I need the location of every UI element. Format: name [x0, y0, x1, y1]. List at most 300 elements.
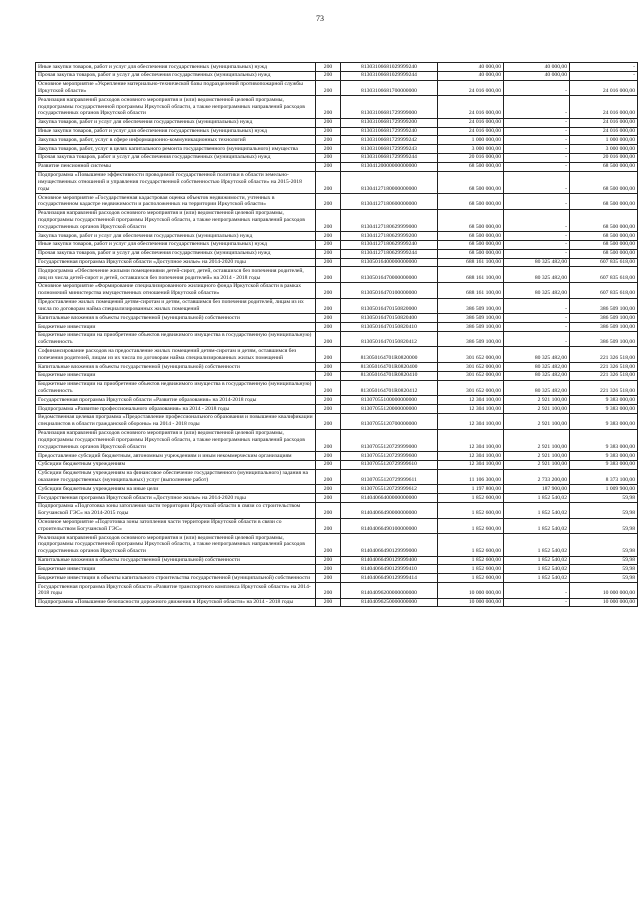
table-row — [36, 153, 638, 162]
row-name-cell: Субсидии бюджетным учреждениям на финансовое обеспечение государственного (муниципального) задания на оказание государственных (муниципальных) услуг (выполнение работ) — [36, 469, 316, 485]
row-code-cell: 200 — [316, 583, 341, 599]
row-amount-second-cell: 1 852 540,02 — [504, 534, 570, 556]
row-amount-total-cell: 24 016 000,00 — [438, 127, 504, 136]
row-name-cell: Основное мероприятие «Государственная кадастровая оценка объектов недвижимости, учтенных в государственном кадастре недвижимости и расположенных на территории Иркутской области» — [36, 194, 316, 210]
row-kcsr-cell: 81404066490129999410 — [341, 565, 438, 574]
row-name-cell: Прочая закупка товаров, работ и услуг для обеспечения государственных (муниципальных) нужд — [36, 249, 316, 258]
row-name-cell: Предоставление жилых помещений детям-сиротам и детям, оставшимся без попечения родителей, лицам из их числа по договорам найма специализированных жилых помещений — [36, 298, 316, 314]
row-code-cell: 200 — [316, 534, 341, 556]
row-amount-third-cell: 9 383 000,00 — [570, 460, 638, 469]
row-name-cell: Подпрограмма «Обеспечение жилыми помещениями детей-сирот, детей, оставшихся без попечения родителей, лиц из числа детей-сирот и детей, оставшихся без попечения родителей» на 2014 - 2018 годы — [36, 267, 316, 283]
row-name-cell: Реализация направлений расходов основного мероприятия и (или) ведомственной целевой программы, подпрограммы государственной программы Иркутской области, а также непрограммных направлений расходов государственных органов Иркутской области — [36, 209, 316, 231]
row-amount-second-cell: 1 852 540,02 — [504, 574, 570, 583]
table-row — [36, 485, 638, 494]
row-amount-second-cell: 2 921 100,00 — [504, 413, 570, 429]
row-amount-third-cell: 1 009 900,00 — [570, 485, 638, 494]
row-amount-total-cell: 20 016 000,00 — [438, 153, 504, 162]
row-name-cell: Бюджетные инвестиции — [36, 323, 316, 332]
row-code-cell: 200 — [316, 347, 341, 363]
row-amount-third-cell: 59,98 — [570, 518, 638, 534]
row-kcsr-cell: 81307055120729999600 — [341, 452, 438, 461]
row-kcsr-cell: 81303106681729999244 — [341, 153, 438, 162]
row-amount-total-cell: 386 509 100,00 — [438, 298, 504, 314]
row-amount-third-cell: 24 016 000,00 — [570, 127, 638, 136]
row-code-cell: 200 — [316, 71, 341, 80]
row-name-cell: Реализация направлений расходов основного мероприятия и (или) ведомственной целевой программы, подпрограммы государственной программы Иркутской области, а также непрограммных направлений расходов государственных органов Иркутской области — [36, 429, 316, 451]
table-row — [36, 194, 638, 210]
row-amount-total-cell: 68 500 000,00 — [438, 194, 504, 210]
row-name-cell: Капитальные вложения в объекты государственной (муниципальной) собственности — [36, 556, 316, 565]
table-row — [36, 405, 638, 414]
row-name-cell: Предоставление субсидий бюджетным, автономным учреждениям и иным некоммерческим организациям — [36, 452, 316, 461]
table-row — [36, 249, 638, 258]
row-amount-second-cell: - — [504, 153, 570, 162]
row-amount-second-cell: - — [504, 96, 570, 118]
row-amount-third-cell: 221 326 518,00 — [570, 380, 638, 396]
row-amount-third-cell: 607 835 618,00 — [570, 282, 638, 298]
row-name-cell: Закупка товаров, работ, услуг в сфере информационно-коммуникационных технологий — [36, 136, 316, 145]
row-amount-third-cell: - — [570, 63, 638, 72]
row-amount-second-cell: - — [504, 136, 570, 145]
row-amount-third-cell: 68 500 000,00 — [570, 240, 638, 249]
row-code-cell: 200 — [316, 153, 341, 162]
row-code-cell: 200 — [316, 485, 341, 494]
table-row — [36, 258, 638, 267]
row-amount-total-cell: 1 852 600,00 — [438, 574, 504, 583]
table-row — [36, 502, 638, 518]
row-name-cell: Иные закупки товаров, работ и услуг для обеспечения государственных (муниципальных) нужд — [36, 63, 316, 72]
row-name-cell: Бюджетные инвестиции в объекты капитального строительства государственной (муниципальной) собственности — [36, 574, 316, 583]
row-amount-second-cell: 2 921 100,00 — [504, 396, 570, 405]
row-kcsr-cell: 81304127180629999240 — [341, 240, 438, 249]
row-name-cell: Подпрограмма «Повышение эффективности проводимой государственной политики в области земельно-имущественных отношений и управления государственной собственностью Иркутской области» на 2015-2018 годы — [36, 171, 316, 193]
row-amount-total-cell: 301 652 000,00 — [438, 363, 504, 372]
row-kcsr-cell: 81404096250000000000 — [341, 598, 438, 607]
row-amount-second-cell: - — [504, 598, 570, 607]
row-name-cell: Государственная программа Иркутской области «Развитие образования» на 2014-2018 годы — [36, 396, 316, 405]
row-amount-third-cell: 68 500 000,00 — [570, 209, 638, 231]
row-name-cell: Подпрограмма «Развитие профессионального образования» на 2014 - 2018 годы — [36, 405, 316, 414]
table-row — [36, 240, 638, 249]
row-amount-second-cell: - — [504, 298, 570, 314]
row-code-cell: 200 — [316, 298, 341, 314]
row-kcsr-cell: 81404066490129999414 — [341, 574, 438, 583]
row-amount-second-cell: 80 325 482,00 — [504, 371, 570, 380]
table-row — [36, 556, 638, 565]
row-code-cell: 200 — [316, 249, 341, 258]
row-amount-second-cell: 2 921 100,00 — [504, 460, 570, 469]
row-amount-total-cell: 11 106 300,00 — [438, 469, 504, 485]
row-kcsr-cell: 81404066490000000000 — [341, 502, 438, 518]
row-amount-second-cell: 80 325 482,00 — [504, 363, 570, 372]
row-kcsr-cell: 81304127180629999000 — [341, 209, 438, 231]
row-kcsr-cell: 81305016470000000000 — [341, 267, 438, 283]
row-kcsr-cell: 81304127180000000000 — [341, 171, 438, 193]
row-amount-second-cell: - — [504, 249, 570, 258]
row-amount-second-cell: 2 921 100,00 — [504, 452, 570, 461]
row-code-cell: 200 — [316, 429, 341, 451]
row-amount-total-cell: 386 509 100,00 — [438, 331, 504, 347]
row-amount-second-cell: - — [504, 240, 570, 249]
row-amount-second-cell: - — [504, 145, 570, 154]
row-code-cell: 200 — [316, 282, 341, 298]
row-amount-third-cell: 59,98 — [570, 574, 638, 583]
row-code-cell: 200 — [316, 323, 341, 332]
row-kcsr-cell: 81307055120000000000 — [341, 405, 438, 414]
row-amount-third-cell: 59,98 — [570, 494, 638, 503]
table-row — [36, 314, 638, 323]
table-row — [36, 583, 638, 599]
row-amount-second-cell: - — [504, 194, 570, 210]
row-amount-third-cell: 9 383 000,00 — [570, 396, 638, 405]
table-row — [36, 363, 638, 372]
row-amount-second-cell: 2 921 100,00 — [504, 405, 570, 414]
row-kcsr-cell: 81307055100000000000 — [341, 396, 438, 405]
row-amount-third-cell: - — [570, 71, 638, 80]
table-row — [36, 282, 638, 298]
table-row — [36, 209, 638, 231]
row-name-cell: Иные закупки товаров, работ и услуг для обеспечения государственных (муниципальных) нужд — [36, 240, 316, 249]
row-amount-third-cell: 1 000 000,00 — [570, 136, 638, 145]
row-code-cell: 200 — [316, 502, 341, 518]
row-code-cell: 200 — [316, 413, 341, 429]
row-name-cell: Подпрограмма «Подготовка зоны затопления части территории Иркутской области в связи со строительством Богучанской ГЭС» на 2014-2015 годы — [36, 502, 316, 518]
row-amount-third-cell: 68 500 000,00 — [570, 232, 638, 241]
row-kcsr-cell: 81307055120700000000 — [341, 413, 438, 429]
row-kcsr-cell: 81305016470150820400 — [341, 314, 438, 323]
row-kcsr-cell: 81303106681729999000 — [341, 96, 438, 118]
row-amount-second-cell: 80 325 482,00 — [504, 267, 570, 283]
row-code-cell: 200 — [316, 171, 341, 193]
row-amount-third-cell: 68 500 000,00 — [570, 194, 638, 210]
row-amount-third-cell: 10 000 000,00 — [570, 583, 638, 599]
row-name-cell: Бюджетные инвестиции — [36, 371, 316, 380]
table-row — [36, 331, 638, 347]
row-amount-second-cell: 187 900,00 — [504, 485, 570, 494]
row-amount-total-cell: 688 161 100,00 — [438, 282, 504, 298]
row-amount-third-cell: 59,98 — [570, 502, 638, 518]
table-row — [36, 371, 638, 380]
row-kcsr-cell: 813050164701R0820410 — [341, 371, 438, 380]
row-amount-total-cell: 386 509 100,00 — [438, 314, 504, 323]
row-amount-total-cell: 68 500 000,00 — [438, 171, 504, 193]
row-amount-total-cell: 68 500 000,00 — [438, 232, 504, 241]
row-amount-total-cell: 1 852 600,00 — [438, 502, 504, 518]
row-amount-total-cell: 40 000,00 — [438, 63, 504, 72]
row-name-cell: Прочая закупка товаров, работ и услуг для обеспечения государственных (муниципальных) нужд — [36, 71, 316, 80]
row-name-cell: Ведомственная целевая программа «Предоставление профессионального образования и повышение квалификации специалистов в области гражданской обороны» на 2014 - 2018 годы — [36, 413, 316, 429]
row-code-cell: 200 — [316, 518, 341, 534]
row-code-cell: 200 — [316, 258, 341, 267]
row-amount-total-cell: 40 000,00 — [438, 71, 504, 80]
row-name-cell: Основное мероприятие «Формирование специализированного жилищного фонда Иркутской области в рамках полномочий министерства имущественных отношений Иркутской области» — [36, 282, 316, 298]
row-kcsr-cell: 81305016400000000000 — [341, 258, 438, 267]
table-row — [36, 574, 638, 583]
row-name-cell: Иные закупки товаров, работ и услуг для обеспечения государственных (муниципальных) нужд — [36, 127, 316, 136]
table-row — [36, 396, 638, 405]
row-amount-second-cell: - — [504, 209, 570, 231]
row-amount-second-cell: - — [504, 331, 570, 347]
row-amount-second-cell: 40 000,00 — [504, 63, 570, 72]
row-code-cell: 200 — [316, 63, 341, 72]
table-row — [36, 71, 638, 80]
row-amount-total-cell: 68 500 000,00 — [438, 209, 504, 231]
budget-table-body — [36, 63, 638, 607]
row-name-cell: Закупка товаров, работ и услуг для обеспечения государственных (муниципальных) нужд — [36, 232, 316, 241]
row-amount-total-cell: 688 161 100,00 — [438, 267, 504, 283]
row-name-cell: Реализация направлений расходов основного мероприятия и (или) ведомственной целевой программы, подпрограммы государственной программы Иркутской области, а также непрограммных направлений расходов государственных органов Иркутской области — [36, 534, 316, 556]
row-code-cell: 200 — [316, 574, 341, 583]
row-amount-third-cell: 386 509 100,00 — [570, 314, 638, 323]
row-amount-third-cell: 59,98 — [570, 534, 638, 556]
row-amount-third-cell: 607 835 618,00 — [570, 267, 638, 283]
row-kcsr-cell: 81307055120729999610 — [341, 460, 438, 469]
row-amount-second-cell: - — [504, 583, 570, 599]
row-kcsr-cell: 81303106681029999240 — [341, 63, 438, 72]
row-kcsr-cell: 81303106681729999242 — [341, 136, 438, 145]
table-row — [36, 565, 638, 574]
row-amount-total-cell: 68 500 000,00 — [438, 162, 504, 171]
row-code-cell: 200 — [316, 136, 341, 145]
row-kcsr-cell: 81304127180629999200 — [341, 232, 438, 241]
row-amount-total-cell: 10 000 000,00 — [438, 598, 504, 607]
row-amount-second-cell: 1 852 540,02 — [504, 502, 570, 518]
row-amount-total-cell: 1 852 600,00 — [438, 534, 504, 556]
row-amount-second-cell: - — [504, 162, 570, 171]
table-row — [36, 118, 638, 127]
row-amount-third-cell: 607 835 618,00 — [570, 258, 638, 267]
row-code-cell: 200 — [316, 96, 341, 118]
row-kcsr-cell: 81404066490129999400 — [341, 556, 438, 565]
table-row — [36, 127, 638, 136]
row-name-cell: Развитие пенсионной системы — [36, 162, 316, 171]
row-name-cell: Подпрограмма «Повышение безопасности дорожного движения в Иркутской области» на 2014 - 2018 годы — [36, 598, 316, 607]
row-code-cell: 200 — [316, 405, 341, 414]
row-name-cell: Бюджетные инвестиции — [36, 565, 316, 574]
row-amount-second-cell: 2 733 200,00 — [504, 469, 570, 485]
table-row — [36, 380, 638, 396]
row-amount-second-cell: 1 852 540,02 — [504, 494, 570, 503]
row-amount-third-cell: 20 016 000,00 — [570, 153, 638, 162]
row-code-cell: 200 — [316, 194, 341, 210]
row-code-cell: 200 — [316, 380, 341, 396]
row-amount-total-cell: 1 852 600,00 — [438, 494, 504, 503]
row-code-cell: 200 — [316, 494, 341, 503]
row-code-cell: 200 — [316, 598, 341, 607]
row-amount-third-cell: 24 016 000,00 — [570, 80, 638, 96]
row-code-cell: 200 — [316, 565, 341, 574]
row-amount-second-cell: - — [504, 171, 570, 193]
table-row — [36, 145, 638, 154]
table-row — [36, 429, 638, 451]
row-kcsr-cell: 81307055120729999611 — [341, 469, 438, 485]
row-amount-second-cell: - — [504, 232, 570, 241]
row-amount-second-cell: 80 325 482,00 — [504, 258, 570, 267]
row-amount-third-cell: 9 383 000,00 — [570, 452, 638, 461]
row-amount-third-cell: 221 326 518,00 — [570, 363, 638, 372]
table-row — [36, 171, 638, 193]
row-code-cell: 200 — [316, 396, 341, 405]
row-amount-third-cell: 10 000 000,00 — [570, 598, 638, 607]
row-amount-second-cell: 1 852 540,02 — [504, 565, 570, 574]
row-kcsr-cell: 81305016470100000000 — [341, 282, 438, 298]
row-amount-total-cell: 688 161 100,00 — [438, 258, 504, 267]
row-code-cell: 200 — [316, 556, 341, 565]
row-amount-total-cell: 24 016 000,00 — [438, 118, 504, 127]
row-amount-total-cell: 12 304 100,00 — [438, 460, 504, 469]
row-code-cell: 200 — [316, 267, 341, 283]
table-row — [36, 460, 638, 469]
row-amount-third-cell: 68 500 000,00 — [570, 162, 638, 171]
row-amount-second-cell: 1 852 540,02 — [504, 518, 570, 534]
row-amount-third-cell: 3 000 000,00 — [570, 145, 638, 154]
row-name-cell: Прочая закупка товаров, работ и услуг для обеспечения государственных (муниципальных) нужд — [36, 153, 316, 162]
table-row — [36, 518, 638, 534]
row-amount-third-cell: 221 326 518,00 — [570, 371, 638, 380]
row-code-cell: 200 — [316, 314, 341, 323]
row-name-cell: Софинансирование расходов на предоставление жилых помещений детям-сиротам и детям, оставшимся без попечения родителей, лицам из их числа по договорам найма специализированных жилых помещений — [36, 347, 316, 363]
row-code-cell: 200 — [316, 460, 341, 469]
row-code-cell: 200 — [316, 371, 341, 380]
row-amount-second-cell: 2 921 100,00 — [504, 429, 570, 451]
row-code-cell: 200 — [316, 118, 341, 127]
row-amount-total-cell: 24 016 000,00 — [438, 96, 504, 118]
table-row — [36, 598, 638, 607]
row-kcsr-cell: 813050164701R0820400 — [341, 363, 438, 372]
row-amount-second-cell: 80 325 482,00 — [504, 347, 570, 363]
row-code-cell: 200 — [316, 240, 341, 249]
row-amount-total-cell: 301 652 000,00 — [438, 380, 504, 396]
row-amount-total-cell: 301 652 000,00 — [438, 347, 504, 363]
row-kcsr-cell: 81303106681729999200 — [341, 118, 438, 127]
row-name-cell: Государственная программа Иркутской области «Доступное жилье» на 2014-2020 годы — [36, 494, 316, 503]
row-kcsr-cell: 81303106681729999243 — [341, 145, 438, 154]
row-amount-second-cell: - — [504, 314, 570, 323]
row-amount-third-cell: 386 509 100,00 — [570, 331, 638, 347]
row-amount-total-cell: 1 852 600,00 — [438, 565, 504, 574]
table-row — [36, 232, 638, 241]
row-amount-total-cell: 24 016 000,00 — [438, 80, 504, 96]
row-code-cell: 200 — [316, 162, 341, 171]
row-kcsr-cell: 81404066490129999000 — [341, 534, 438, 556]
table-row — [36, 63, 638, 72]
row-amount-total-cell: 12 304 100,00 — [438, 405, 504, 414]
table-row — [36, 96, 638, 118]
row-amount-second-cell: 80 325 482,00 — [504, 380, 570, 396]
row-amount-third-cell: 221 326 518,00 — [570, 347, 638, 363]
table-row — [36, 469, 638, 485]
row-code-cell: 200 — [316, 363, 341, 372]
row-kcsr-cell: 81304127180600000000 — [341, 194, 438, 210]
row-code-cell: 200 — [316, 331, 341, 347]
row-amount-third-cell: 24 016 000,00 — [570, 96, 638, 118]
row-kcsr-cell: 81303106681729999240 — [341, 127, 438, 136]
table-row — [36, 162, 638, 171]
row-amount-total-cell: 3 000 000,00 — [438, 145, 504, 154]
page-number: 73 — [316, 14, 324, 23]
row-kcsr-cell: 81303106681700000000 — [341, 80, 438, 96]
row-amount-third-cell: 8 373 100,00 — [570, 469, 638, 485]
row-name-cell: Капитальные вложения в объекты государственной (муниципальной) собственности — [36, 314, 316, 323]
row-code-cell: 200 — [316, 127, 341, 136]
row-amount-third-cell: 59,98 — [570, 565, 638, 574]
row-code-cell: 200 — [316, 209, 341, 231]
row-amount-second-cell: - — [504, 127, 570, 136]
row-amount-third-cell: 386 509 100,00 — [570, 323, 638, 332]
row-amount-total-cell: 12 304 100,00 — [438, 413, 504, 429]
row-kcsr-cell: 81404096200000000000 — [341, 583, 438, 599]
table-row — [36, 534, 638, 556]
row-kcsr-cell: 81404066400000000000 — [341, 494, 438, 503]
row-amount-second-cell: - — [504, 323, 570, 332]
row-name-cell: Государственная программа Иркутской области «Доступное жилье» на 2014-2020 годы — [36, 258, 316, 267]
row-amount-total-cell: 12 304 100,00 — [438, 429, 504, 451]
row-amount-second-cell: 80 325 482,00 — [504, 282, 570, 298]
row-amount-third-cell: 59,98 — [570, 556, 638, 565]
table-row — [36, 298, 638, 314]
row-name-cell: Закупка товаров, работ и услуг для обеспечения государственных (муниципальных) нужд — [36, 118, 316, 127]
row-kcsr-cell: 81304120000000000000 — [341, 162, 438, 171]
table-row — [36, 413, 638, 429]
row-amount-total-cell: 10 000 000,00 — [438, 583, 504, 599]
row-amount-total-cell: 68 500 000,00 — [438, 240, 504, 249]
row-kcsr-cell: 81307055120729999612 — [341, 485, 438, 494]
row-code-cell: 200 — [316, 80, 341, 96]
row-amount-second-cell: 1 852 540,02 — [504, 556, 570, 565]
row-amount-third-cell: 24 016 000,00 — [570, 118, 638, 127]
row-amount-third-cell: 68 500 000,00 — [570, 249, 638, 258]
table-row — [36, 80, 638, 96]
row-amount-total-cell: 12 304 100,00 — [438, 452, 504, 461]
row-amount-second-cell: - — [504, 118, 570, 127]
row-kcsr-cell: 813050164701R0820000 — [341, 347, 438, 363]
table-row — [36, 323, 638, 332]
row-amount-third-cell: 9 383 000,00 — [570, 413, 638, 429]
row-name-cell: Основное мероприятие «Подготовка зоны затопления части территории Иркутской области в связи со строительством Богучанской ГЭС» — [36, 518, 316, 534]
row-amount-third-cell: 9 383 000,00 — [570, 405, 638, 414]
row-name-cell: Бюджетные инвестиции на приобретение объектов недвижимого имущества в государственную (муниципальную) собственность — [36, 331, 316, 347]
table-row — [36, 347, 638, 363]
row-amount-total-cell: 386 509 100,00 — [438, 323, 504, 332]
row-amount-total-cell: 301 652 000,00 — [438, 371, 504, 380]
row-amount-third-cell: 386 509 100,00 — [570, 298, 638, 314]
row-name-cell: Бюджетные инвестиции на приобретение объектов недвижимого имущества в государственную (муниципальную) собственность — [36, 380, 316, 396]
row-kcsr-cell: 81303106681029999244 — [341, 71, 438, 80]
row-name-cell: Субсидии бюджетным учреждениям на иные цели — [36, 485, 316, 494]
row-kcsr-cell: 81305016470150820412 — [341, 331, 438, 347]
row-kcsr-cell: 81307055120729999000 — [341, 429, 438, 451]
row-kcsr-cell: 81404066490100000000 — [341, 518, 438, 534]
row-amount-third-cell: 68 500 000,00 — [570, 171, 638, 193]
table-row — [36, 494, 638, 503]
row-name-cell: Реализация направлений расходов основного мероприятия и (или) ведомственной целевой программы, подпрограммы государственной программы Иркутской области, а также непрограммных направлений расходов государственных органов Иркутской области — [36, 96, 316, 118]
row-amount-second-cell: 40 000,00 — [504, 71, 570, 80]
row-amount-total-cell: 1 197 800,00 — [438, 485, 504, 494]
table-row — [36, 136, 638, 145]
table-row — [36, 452, 638, 461]
row-kcsr-cell: 81305016470150820410 — [341, 323, 438, 332]
row-name-cell: Основное мероприятие «Укрепление материально-технической базы подразделений противопожарной службы Иркутской области» — [36, 80, 316, 96]
row-kcsr-cell: 81305016470150820000 — [341, 298, 438, 314]
row-kcsr-cell: 81304127180629999244 — [341, 249, 438, 258]
row-amount-total-cell: 1 000 000,00 — [438, 136, 504, 145]
row-code-cell: 200 — [316, 469, 341, 485]
row-name-cell: Капитальные вложения в объекты государственной (муниципальной) собственности — [36, 363, 316, 372]
row-code-cell: 200 — [316, 232, 341, 241]
row-kcsr-cell: 813050164701R0820412 — [341, 380, 438, 396]
row-amount-third-cell: 9 383 000,00 — [570, 429, 638, 451]
row-amount-total-cell: 12 304 100,00 — [438, 396, 504, 405]
